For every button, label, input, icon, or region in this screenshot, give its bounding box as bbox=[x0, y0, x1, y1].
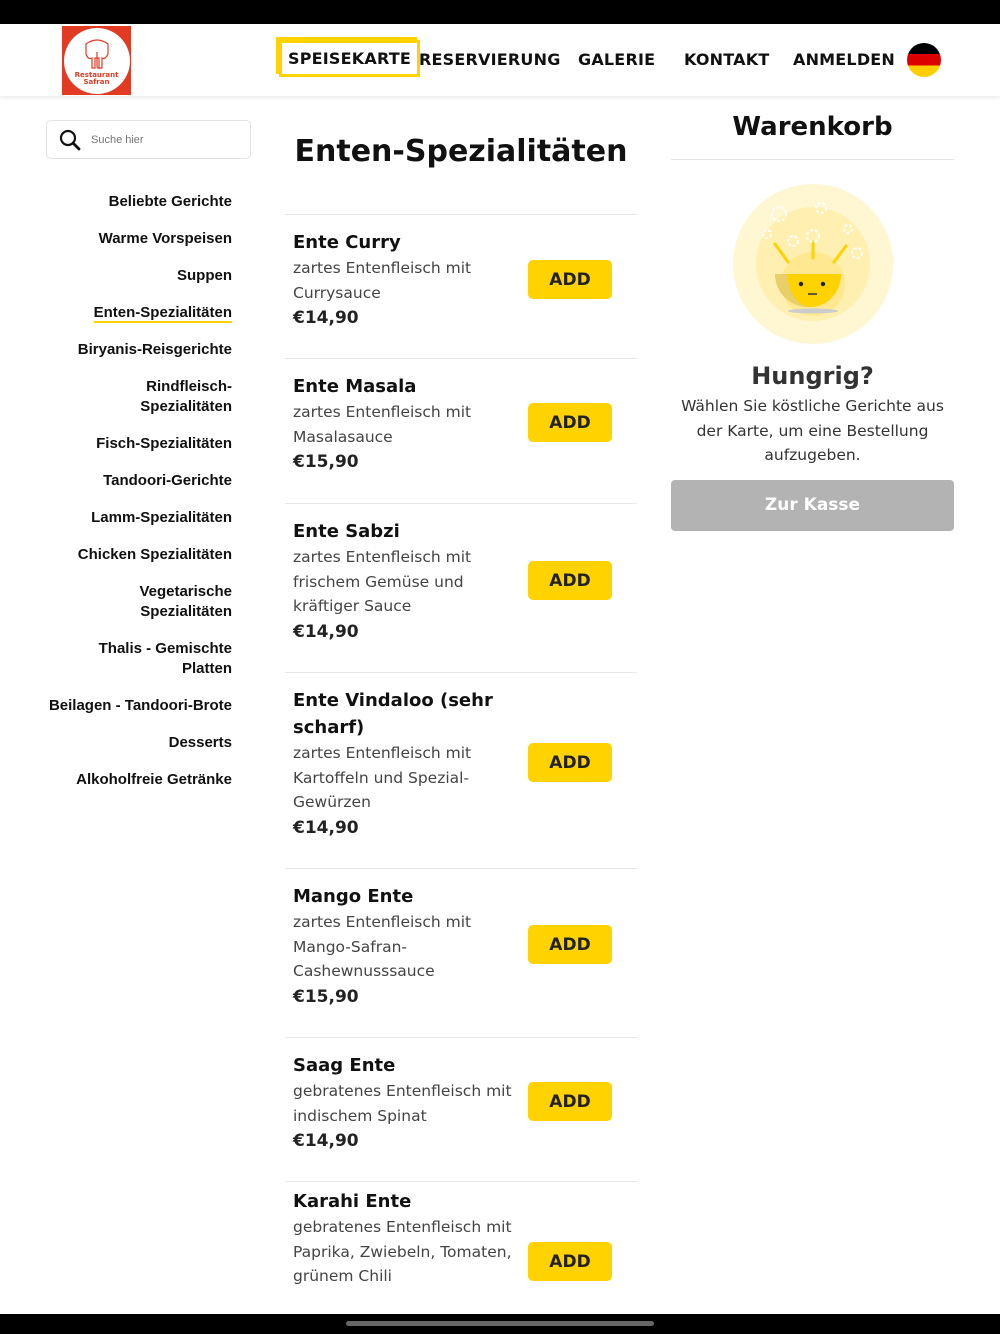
menu-item bbox=[285, 1037, 637, 1181]
home-indicator[interactable] bbox=[346, 1321, 654, 1326]
category-label: Alkoholfreie Getränke bbox=[76, 771, 232, 788]
category-label: Vegetarische Spezialitäten bbox=[139, 583, 232, 620]
add-button[interactable]: ADD bbox=[528, 403, 612, 442]
section-title: Enten-Spezialitäten bbox=[294, 134, 628, 169]
category-label: Biryanis-Reisgerichte bbox=[77, 341, 232, 358]
category-label: Lamm-Spezialitäten bbox=[91, 509, 232, 526]
item-name: Ente Vindaloo (sehr scharf) bbox=[293, 690, 493, 738]
search-input[interactable] bbox=[91, 134, 231, 146]
empty-bowl-illustration bbox=[733, 184, 893, 344]
item-description: zartes Entenfleisch mit Masalasauce bbox=[293, 403, 472, 446]
add-button[interactable]: ADD bbox=[528, 561, 612, 600]
nav-reservierung[interactable]: RESERVIERUNG bbox=[419, 50, 561, 69]
logo-text: Restaurant bbox=[74, 70, 119, 79]
category-4[interactable] bbox=[40, 340, 232, 360]
item-description: zartes Entenfleisch mit Currysauce bbox=[293, 259, 472, 302]
category-7[interactable] bbox=[40, 471, 232, 491]
menu-item bbox=[285, 214, 637, 358]
item-description: zartes Entenfleisch mit Mango-Safran-Cashewnusssauce bbox=[293, 913, 472, 981]
elephant-icon bbox=[80, 38, 114, 72]
category-10[interactable] bbox=[40, 582, 232, 622]
item-description: gebratenes Entenfleisch mit indischem Spinat bbox=[293, 1082, 512, 1125]
item-name: Ente Sabzi bbox=[293, 521, 400, 542]
menu-items bbox=[285, 214, 637, 1321]
category-label: Fisch-Spezialitäten bbox=[96, 435, 232, 452]
logo-text: Safran bbox=[83, 77, 110, 86]
category-label: Desserts bbox=[168, 734, 232, 751]
category-9[interactable] bbox=[40, 545, 232, 565]
item-description: gebratenes Entenfleisch mit Paprika, Zwiebeln, Tomaten, grünem Chili bbox=[293, 1218, 512, 1286]
category-3[interactable] bbox=[40, 303, 232, 323]
category-label: Chicken Spezialitäten bbox=[77, 546, 232, 563]
item-price: €14,90 bbox=[293, 308, 359, 329]
category-label: Warme Vorspeisen bbox=[98, 230, 232, 247]
empty-cart-title: Hungrig? bbox=[751, 362, 874, 390]
empty-cart-message: Wählen Sie köstliche Gerichte aus der Karte, um eine Bestellung aufzugeben. bbox=[681, 397, 944, 464]
category-12[interactable] bbox=[40, 696, 232, 716]
menu-item bbox=[285, 672, 637, 868]
category-5[interactable] bbox=[40, 377, 232, 417]
menu-item bbox=[285, 503, 637, 672]
item-price: €14,90 bbox=[293, 817, 359, 838]
category-14[interactable] bbox=[40, 770, 232, 790]
item-name: Ente Curry bbox=[293, 232, 401, 253]
menu-item bbox=[285, 868, 637, 1037]
category-6[interactable] bbox=[40, 434, 232, 454]
add-button[interactable]: ADD bbox=[528, 743, 612, 782]
item-price: €14,90 bbox=[293, 1131, 359, 1152]
add-button[interactable]: ADD bbox=[528, 1242, 612, 1281]
item-description: zartes Entenfleisch mit frischem Gemüse und kräftiger Sauce bbox=[293, 548, 472, 616]
nav-kontakt[interactable]: KONTAKT bbox=[684, 50, 770, 69]
category-11[interactable] bbox=[40, 639, 232, 679]
german-flag-icon[interactable] bbox=[907, 43, 941, 77]
category-label: Suppen bbox=[177, 267, 232, 284]
nav-anmelden[interactable]: ANMELDEN bbox=[793, 50, 896, 69]
nav-galerie[interactable]: GALERIE bbox=[578, 50, 656, 69]
category-0[interactable] bbox=[40, 192, 232, 212]
category-list bbox=[40, 192, 232, 807]
search-box[interactable] bbox=[46, 120, 251, 159]
status-bar bbox=[0, 0, 1000, 24]
category-label: Thalis - Gemischte Platten bbox=[98, 640, 232, 677]
category-label: Tandoori-Gerichte bbox=[103, 472, 232, 489]
category-label: Enten-Spezialitäten bbox=[93, 304, 232, 321]
item-price: €14,90 bbox=[293, 621, 359, 642]
menu-item bbox=[285, 1181, 637, 1321]
category-1[interactable] bbox=[40, 229, 232, 249]
item-description: zartes Entenfleisch mit Kartoffeln und Spezial-Gewürzen bbox=[293, 744, 472, 812]
add-button[interactable]: ADD bbox=[528, 925, 612, 964]
item-name: Saag Ente bbox=[293, 1055, 396, 1076]
site-header bbox=[0, 24, 1000, 96]
item-name: Mango Ente bbox=[293, 886, 414, 907]
search-icon bbox=[59, 129, 81, 151]
category-label: Rindfleisch-Spezialitäten bbox=[140, 378, 232, 415]
category-13[interactable] bbox=[40, 733, 232, 753]
category-label: Beilagen - Tandoori-Brote bbox=[48, 697, 232, 714]
item-price: €15,90 bbox=[293, 452, 359, 473]
restaurant-logo[interactable] bbox=[62, 26, 131, 95]
add-button[interactable]: ADD bbox=[528, 260, 612, 299]
item-name: Ente Masala bbox=[293, 376, 417, 397]
cart-panel bbox=[671, 96, 954, 531]
cart-title: Warenkorb bbox=[671, 96, 954, 160]
category-2[interactable] bbox=[40, 266, 232, 286]
item-name: Karahi Ente bbox=[293, 1191, 412, 1212]
nav-speisekarte[interactable]: SPEISEKARTE bbox=[279, 40, 420, 77]
item-price: €15,90 bbox=[293, 986, 359, 1007]
category-8[interactable] bbox=[40, 508, 232, 528]
add-button[interactable]: ADD bbox=[528, 1082, 612, 1121]
checkout-button[interactable]: Zur Kasse bbox=[671, 480, 954, 531]
category-label: Beliebte Gerichte bbox=[108, 193, 232, 210]
menu-item bbox=[285, 358, 637, 503]
